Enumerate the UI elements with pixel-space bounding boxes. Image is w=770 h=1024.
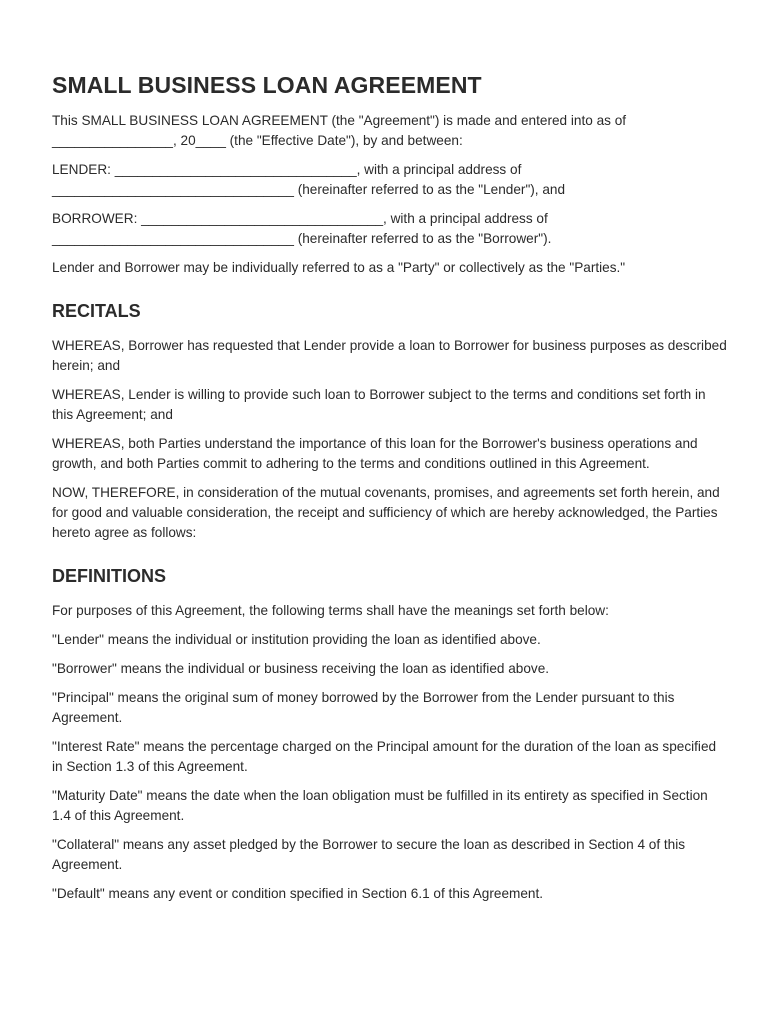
borrower-paragraph: BORROWER: ________________________________, with a principal address of ________________________________ (hereinafter referred to as the "Borrower"). xyxy=(52,211,552,246)
definition-item: "Principal" means the original sum of money borrowed by the Borrower from the Lender pursuant to this Agreement. xyxy=(52,690,675,725)
definition-item: "Maturity Date" means the date when the loan obligation must be fulfilled in its entirety as specified in Section 1.4 of this Agreement. xyxy=(52,788,708,823)
definition-item: "Borrower" means the individual or business receiving the loan as identified above. xyxy=(52,661,550,676)
lender-paragraph: LENDER: ________________________________, with a principal address of ________________________________ (hereinafter referred to as the "Lender"), and xyxy=(52,162,566,197)
definitions-intro: For purposes of this Agreement, the following terms shall have the meanings set forth below: xyxy=(52,603,609,618)
definitions-list xyxy=(52,601,730,904)
definition-item: "Collateral" means any asset pledged by the Borrower to secure the loan as described in Section 4 of this Agreement. xyxy=(52,837,686,872)
now-therefore-paragraph: NOW, THEREFORE, in consideration of the mutual covenants, promises, and agreements set forth herein, and for good and valuable consideration, the receipt and sufficiency of which are hereby acknowledged, the Parties hereto agree as follows: xyxy=(52,485,720,540)
intro-paragraph: This SMALL BUSINESS LOAN AGREEMENT (the "Agreement") is made and entered into as of ________________, 20____ (the "Effective Date"), by and between: xyxy=(52,113,627,148)
recital-paragraph: WHEREAS, Lender is willing to provide such loan to Borrower subject to the terms and conditions set forth in this Agreement; and xyxy=(52,387,706,422)
definition-item: "Interest Rate" means the percentage charged on the Principal amount for the duration of the loan as specified in Section 1.3 of this Agreement. xyxy=(52,739,717,774)
definition-item: "Lender" means the individual or institution providing the loan as identified above. xyxy=(52,632,541,647)
parties-paragraph: Lender and Borrower may be individually referred to as a "Party" or collectively as the "Parties." xyxy=(52,260,626,275)
recital-paragraph: WHEREAS, Borrower has requested that Lender provide a loan to Borrower for business purposes as described herein; and xyxy=(52,338,727,373)
recitals-heading: RECITALS xyxy=(52,301,141,321)
definitions-heading: DEFINITIONS xyxy=(52,566,167,586)
document-title: SMALL BUSINESS LOAN AGREEMENT xyxy=(52,72,482,98)
definition-item: "Default" means any event or condition specified in Section 6.1 of this Agreement. xyxy=(52,886,544,901)
recital-paragraph: WHEREAS, both Parties understand the importance of this loan for the Borrower's business operations and growth, and both Parties commit to adhering to the terms and conditions outlined in this Agreement. xyxy=(52,436,698,471)
